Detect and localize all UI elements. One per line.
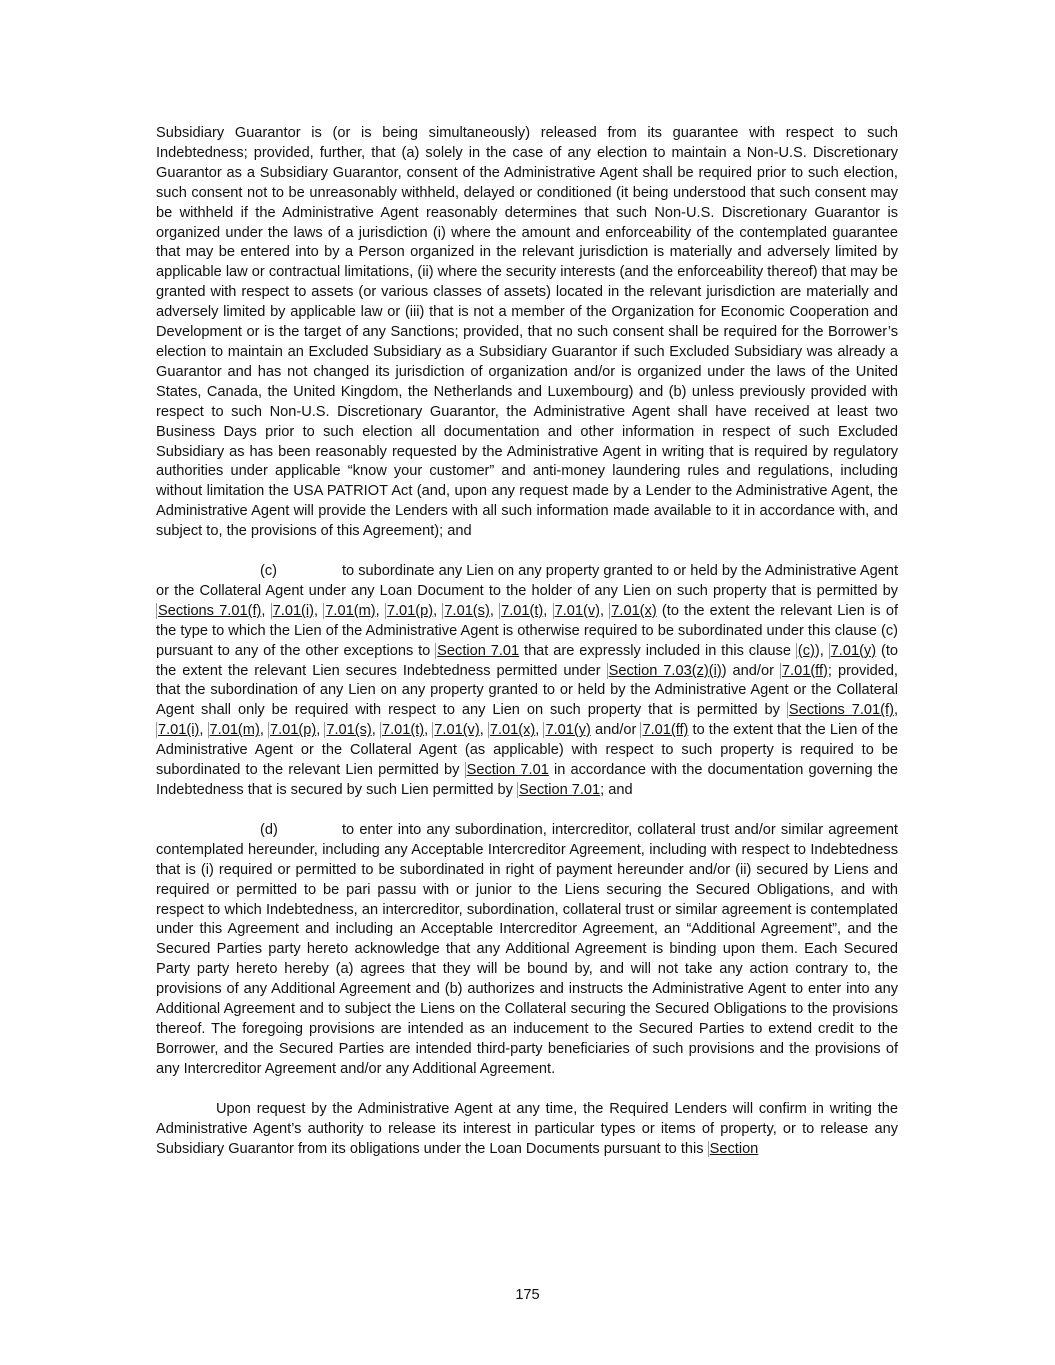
- paragraph-text: ) and/or: [721, 662, 780, 679]
- separator: ,: [375, 602, 385, 619]
- clause-marker-c: (c): [260, 563, 278, 580]
- section-link[interactable]: Section 7.01: [519, 782, 601, 798]
- section-link[interactable]: 7.01(p): [269, 722, 317, 739]
- separator: ,: [600, 602, 610, 619]
- separator: ,: [489, 602, 500, 619]
- section-link[interactable]: 7.01(i): [158, 722, 200, 739]
- section-link[interactable]: 7.01(x): [489, 722, 536, 739]
- separator: ,: [261, 602, 271, 619]
- section-link[interactable]: Sections 7.01(f): [158, 602, 262, 619]
- paragraph-guarantor-release: [156, 124, 898, 542]
- paragraph-text: ; and: [600, 782, 633, 798]
- separator: ,: [199, 722, 208, 739]
- separator: ,: [535, 722, 544, 739]
- paragraph-text: to subordinate any Lien on any property granted to or held by the Administrative Agent or the Collateral Agent under any Loan Document to the holder of any Lien on such property that is permitted by: [156, 563, 898, 599]
- paragraph-text: ; provided, that the subordination of any Lien on any property granted to or held by the Administrative Agent or the Collateral Agent shall only be required with respect to any Lien on such property that is permitted by: [156, 662, 898, 719]
- section-link[interactable]: 7.01(v): [434, 722, 480, 739]
- section-link[interactable]: 7.01(y): [545, 722, 591, 739]
- separator: ),: [814, 642, 829, 659]
- paragraph-text: Subsidiary Guarantor is (or is being simultaneously) released from its guarantee with respect to such Indebtedness; provided, further, that (a) solely in the case of any election to maintain a Non-U.S. Discretionary Guarantor as a Subsidiary Guarantor, consent of the Administrative Agent shall be required prior to such election, such consent not to be unreasonably withheld, delayed or conditioned (it being understood that such consent may be withheld if the Administrative Agent reasonably determines that such Non-U.S. Discretionary Guarantor is organized under the laws of a jurisdiction (i) where the amount and enforceability of the contemplated guarantee that may be entered into by a Person organized in the relevant jurisdiction is materially and adversely limited by applicable law or contractual limitations, (ii) where the security interests (and the enforceability thereof) that may be granted with respect to assets (or various classes of assets) located in the relevant jurisdiction are materially and adversely limited by applicable law or (iii) that is not a member of the Organization for Economic Cooperation and Development or is the target of any Sanctions; provided, that no such consent shall be required for the Borrower’s election to maintain an Excluded Subsidiary as a Subsidiary Guarantor if such Excluded Subsidiary was already a Guarantor and has not changed its jurisdiction of organization and/or is organized under the laws of the United States, Canada, the United Kingdom, the Netherlands and Luxembourg) and (b) unless previously provided with respect to such Non-U.S. Discretionary Guarantor, the Administrative Agent shall have received at least two Business Days prior to such election all documentation and other information in respect of such Excluded Subsidiary as has been reasonably requested by the Administrative Agent in writing that is required by regulatory authorities under applicable “know your customer” and anti-money laundering rules and regulations, including without limitation the USA PATRIOT Act (and, upon any request made by a Lender to the Administrative Agent, the Administrative Agent will provide the Lenders with all such information made available to it in accordance with, and subject to, the provisions of this Agreement); and: [156, 125, 898, 540]
- paragraph-text: that are expressly included in this clause: [519, 642, 796, 659]
- section-link[interactable]: Section 7.03(z)(i): [608, 662, 722, 679]
- paragraph-text: Upon request by the Administrative Agent at any time, the Required Lenders will confirm in writing the Administrative Agent’s authority to release its interest in particular types or items of property, or to release any Subsidiary Guarantor from its obligations under the Loan Documents pursuant to this: [156, 1100, 898, 1157]
- section-link[interactable]: 7.01(ff): [781, 662, 828, 679]
- section-link[interactable]: Section 7.01: [466, 762, 549, 779]
- section-link[interactable]: 7.01(m): [325, 602, 376, 619]
- section-link[interactable]: Section: [709, 1140, 759, 1157]
- separator: ,: [259, 722, 268, 739]
- paragraph-text: (to the extent the relevant Lien is of the type to which the Lien of the Administrative Agent is otherwise required to be subordinated under this clause (c) pursuant to any of the other exceptions to: [156, 602, 899, 659]
- section-link[interactable]: Sections 7.01(f): [788, 702, 894, 719]
- section-link[interactable]: 7.01(i): [272, 602, 315, 619]
- paragraph-clause-c: [156, 562, 898, 801]
- clause-marker-d: (d): [260, 821, 278, 838]
- separator: ,: [543, 602, 553, 619]
- section-link[interactable]: 7.01(v): [554, 602, 600, 619]
- paragraph-text: (to the extent the relevant Lien secures Indebtedness permitted under: [156, 642, 899, 679]
- paragraph-confirmation: [156, 1100, 898, 1160]
- separator: ,: [424, 722, 433, 739]
- paragraph-text: to the extent that the Lien of the Administrative Agent or the Collateral Agent (as applicable) with respect to such property is required to be subordinated to the relevant Lien permitted by: [156, 722, 899, 779]
- section-link[interactable]: 7.01(m): [209, 722, 260, 739]
- paragraph-text: to enter into any subordination, intercreditor, collateral trust and/or similar agreement contemplated hereunder, including any Acceptable Intercreditor Agreement, including with respect to Indebtedness that is (i) required or permitted to be subordinated in right of payment hereunder and/or (ii) secured by Liens and required or permitted to be pari passu with or junior to the Liens securing the Secured Obligations, and with respect to which Indebtedness, an intercreditor, subordination, collateral trust or similar agreement is contemplated under this Agreement and including an Acceptable Intercreditor Agreement, an “Additional Agreement”, and the Secured Parties party hereto acknowledge that any Additional Agreement is binding upon them. Each Secured Party party hereto hereby (a) agrees that they will be bound by, and will not take any action contrary to, the provisions of any Additional Agreement and (b) authorizes and instructs the Administrative Agent to enter into any Additional Agreement and to subject the Liens on the Collateral securing the Secured Obligations to the provisions thereof. The foregoing provisions are intended as an inducement to the Secured Parties to extend credit to the Borrower, and the Secured Parties are intended third-party beneficiaries of such provisions and the provisions of any Intercreditor Agreement and/or any Additional Agreement.: [156, 821, 898, 1077]
- document-body: [156, 124, 898, 1159]
- section-link[interactable]: 7.01(x): [611, 602, 657, 619]
- section-link[interactable]: 7.01(p): [386, 602, 434, 619]
- section-link[interactable]: Section 7.01: [437, 642, 520, 659]
- separator: ,: [371, 722, 380, 739]
- separator: ,: [316, 722, 325, 739]
- section-link[interactable]: 7.01(s): [444, 602, 490, 619]
- paragraph-clause-d: [156, 821, 898, 1080]
- separator: ,: [314, 602, 324, 619]
- section-link[interactable]: 7.01(t): [381, 722, 425, 739]
- section-link[interactable]: 7.01(ff): [642, 722, 689, 739]
- section-link[interactable]: 7.01(s): [326, 722, 372, 739]
- separator: ,: [433, 602, 443, 619]
- page-number: 175: [515, 1287, 540, 1303]
- section-link[interactable]: 7.01(t): [501, 602, 544, 619]
- section-link[interactable]: 7.01(y): [830, 642, 877, 659]
- separator: and/or: [590, 722, 641, 739]
- separator: ,: [893, 702, 898, 719]
- paragraph-text: in accordance with the documentation governing the Indebtedness that is secured by such Lien permitted by: [156, 762, 899, 798]
- section-link[interactable]: (c): [797, 642, 815, 659]
- separator: ,: [479, 722, 488, 739]
